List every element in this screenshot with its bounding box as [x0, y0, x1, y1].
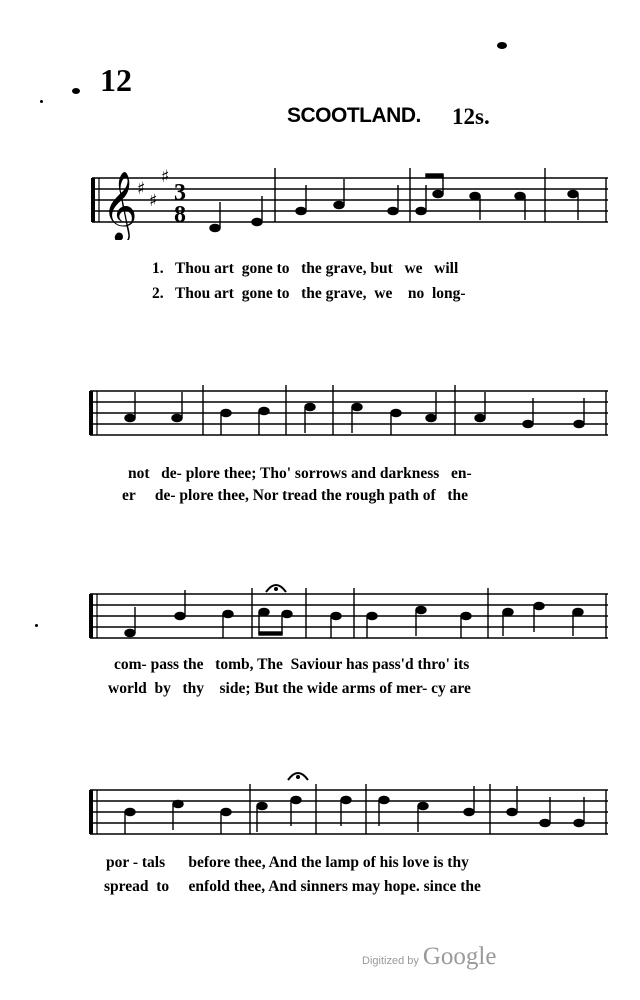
watermark-prefix: Digitized by	[362, 955, 419, 967]
staff-3	[0, 570, 640, 650]
lyric-verse-1: com- pass the tomb, The Saviour has pass'd thro' its	[114, 656, 470, 673]
lyric-verse-1: por - tals before thee, And the lamp of his love is thy	[106, 854, 469, 871]
music-system-2	[0, 377, 640, 512]
page-number: 12	[100, 62, 132, 98]
music-system-4	[0, 760, 640, 910]
lyric-verse-2: 2. Thou art gone to the grave, we no long-	[152, 285, 466, 302]
digitized-by-google-watermark	[362, 943, 496, 971]
svg-text:♯: ♯	[161, 167, 170, 187]
svg-text:8: 8	[174, 202, 186, 228]
svg-text:♯: ♯	[137, 179, 146, 199]
staff-1	[0, 160, 640, 240]
ink-speck	[72, 88, 80, 94]
lyric-verse-1: 1. Thou art gone to the grave, but we will	[152, 260, 459, 277]
svg-text:𝄞: 𝄞	[102, 171, 138, 240]
lyric-verse-1: not de- plore thee; Tho' sorrows and darkness en-	[128, 465, 472, 482]
ink-speck	[40, 100, 43, 103]
staff-2	[0, 377, 640, 457]
ink-speck	[497, 42, 507, 49]
svg-text:♯: ♯	[149, 191, 158, 211]
hymn-meter: 12s.	[452, 104, 490, 129]
lyric-verse-2: spread to enfold thee, And sinners may hope. since the	[104, 878, 481, 895]
google-logo-text: Google	[422, 943, 497, 970]
music-system-3	[0, 570, 640, 705]
hymn-tune-title: SCOOTLAND.	[287, 104, 421, 127]
svg-text:3: 3	[174, 180, 186, 206]
lyric-verse-2: world by thy side; But the wide arms of mer- cy are	[108, 680, 471, 697]
lyric-verse-2: er de- plore thee, Nor tread the rough path of the	[122, 487, 468, 504]
music-system-1	[0, 160, 640, 310]
staff-4	[0, 760, 640, 840]
